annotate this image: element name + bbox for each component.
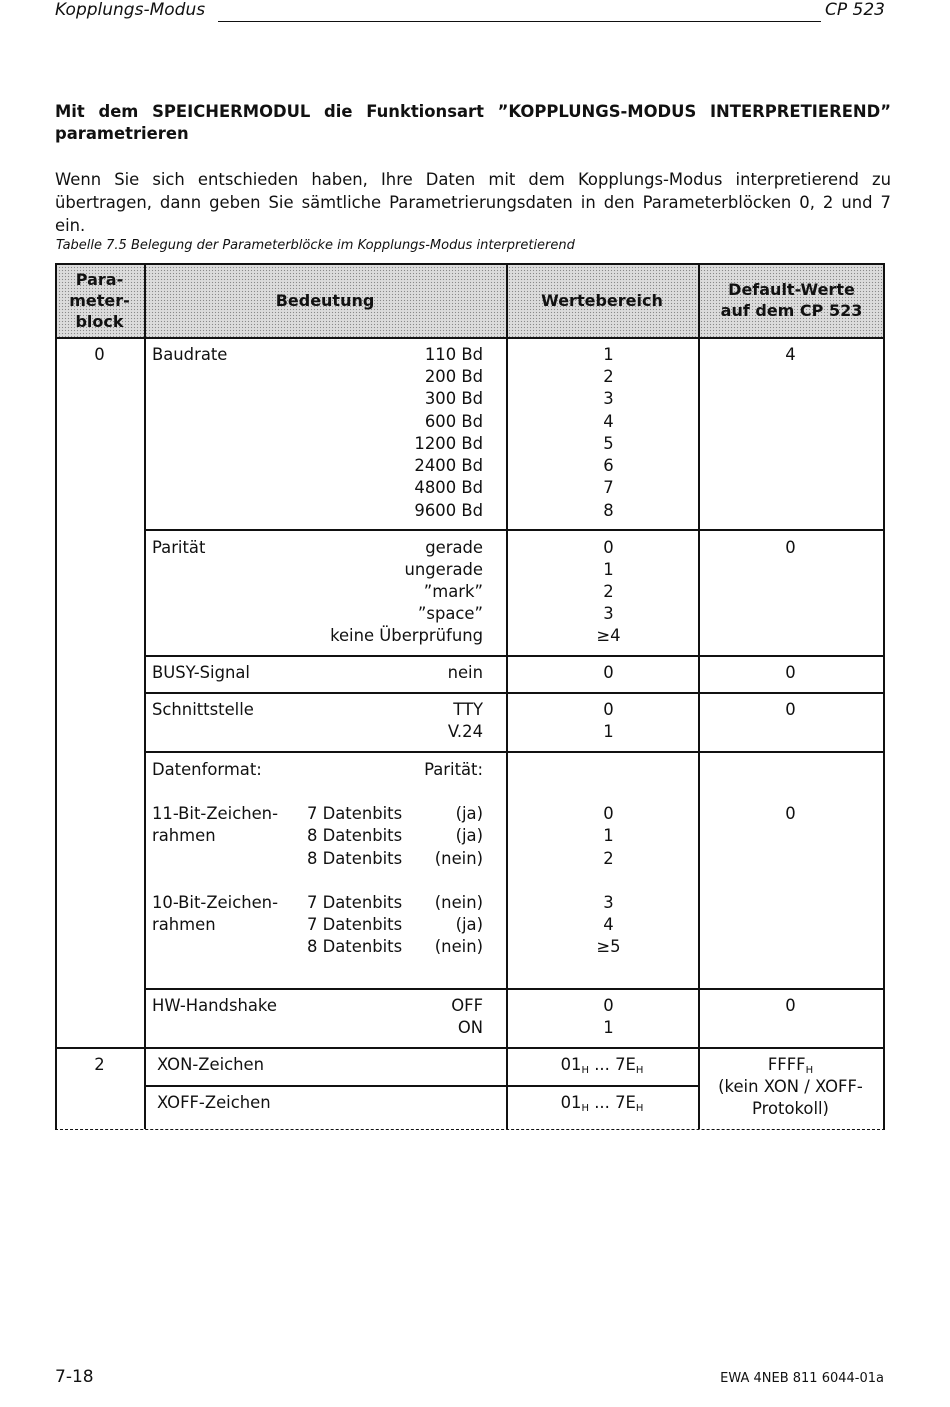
format11-bits: 8 Datenbits: [307, 826, 403, 845]
hw-handshake-label: HW-Handshake: [152, 996, 277, 1015]
schnittstelle-default: 0: [785, 700, 796, 719]
format10-label: rahmen: [152, 915, 216, 934]
baudrate-value: 5: [603, 434, 614, 453]
table-continuation-dashes: [55, 1129, 885, 1130]
format11-value: 0: [603, 804, 614, 823]
format11-paritaet: (ja): [455, 804, 483, 823]
header-default-line: Default-Werte: [728, 280, 855, 299]
baudrate-option: 4800 Bd: [414, 478, 483, 497]
baudrate-value: 3: [603, 389, 614, 408]
grid-line: [144, 263, 146, 1129]
xoff-range: [506, 1092, 698, 1120]
schnittstelle-label: Schnittstelle: [152, 700, 254, 719]
schnittstelle-option: TTY: [453, 700, 483, 719]
baudrate-value: 4: [603, 412, 614, 431]
header-parameterblock-line: Para-: [75, 269, 124, 289]
datenformat-label: Datenformat:: [152, 760, 262, 779]
format10-value: 3: [603, 893, 614, 912]
baudrate-value: 1: [603, 345, 614, 364]
paritaet-default: 0: [785, 538, 796, 557]
format11-paritaet: (ja): [455, 826, 483, 845]
format11-bits: 7 Datenbits: [307, 804, 403, 823]
paritaet-label: Parität: [152, 538, 206, 557]
page-header: [55, 0, 885, 24]
parameter-table: [55, 263, 885, 1133]
baudrate-value: 7: [603, 478, 614, 497]
busy-value: 0: [603, 663, 614, 682]
grid-line: [144, 692, 885, 694]
busy-default: 0: [785, 663, 796, 682]
header-parameterblock-line: meter-: [69, 290, 130, 310]
xoff-to-suffix: H: [635, 1103, 644, 1114]
baudrate-option: 1200 Bd: [414, 434, 483, 453]
xoff-sep: ...: [589, 1093, 616, 1112]
baudrate-option: 110 Bd: [424, 345, 483, 364]
xoff-label: XOFF-Zeichen: [157, 1093, 271, 1112]
table-caption: Tabelle 7.5 Belegung der Parameterblöcke im Kopplungs-Modus interpretierend: [56, 238, 575, 253]
format10-value: 4: [603, 915, 614, 934]
baudrate-default: 4: [785, 345, 796, 364]
format11-paritaet: (nein): [434, 849, 483, 868]
format10-bits: 7 Datenbits: [307, 915, 403, 934]
format10-label: 10-Bit-Zeichen-: [152, 893, 278, 912]
baudrate-value: 2: [603, 367, 614, 386]
intro-paragraph: Wenn Sie sich entschieden haben, Ihre Daten mit dem Kopplungs-Modus interpretierend zu übertragen, dann geben Sie sämtliche Parametrierungsdaten in den Parameterblöcken 0, 2 und 7 ein.: [55, 170, 891, 235]
schnittstelle-value: 1: [603, 722, 614, 741]
xoff-to: 7E: [615, 1093, 636, 1112]
baudrate-value: 6: [603, 456, 614, 475]
grid-line: [144, 529, 885, 531]
hw-handshake-default: 0: [785, 996, 796, 1015]
header-bedeutung: Bedeutung: [275, 290, 375, 310]
grid-line: [55, 1047, 885, 1049]
header-chapter: Kopplungs-Modus: [55, 0, 206, 20]
xon-label: XON-Zeichen: [157, 1055, 264, 1074]
grid-line: [55, 337, 885, 339]
paritaet-option: ”mark”: [423, 582, 483, 601]
grid-line: [55, 263, 57, 1129]
format11-value: 2: [603, 849, 614, 868]
block-id: 0: [94, 345, 105, 364]
paritaet-value: 3: [603, 604, 614, 623]
grid-line: [144, 751, 885, 753]
format11-value: 1: [603, 826, 614, 845]
hw-handshake-option: ON: [457, 1018, 483, 1037]
schnittstelle-option: V.24: [447, 722, 483, 741]
xoff-from: 01: [560, 1093, 582, 1112]
header-default: [698, 263, 885, 337]
schnittstelle-value: 0: [603, 700, 614, 719]
baudrate-label: Baudrate: [152, 345, 228, 364]
grid-line: [883, 263, 885, 1129]
header-rule: [218, 21, 821, 22]
baudrate-option: 600 Bd: [424, 412, 483, 431]
paritaet-option: keine Überprüfung: [330, 626, 483, 645]
block2-default-note: (kein XON / XOFF-: [718, 1077, 863, 1096]
document-id: EWA 4NEB 811 6044-01a: [720, 1371, 884, 1386]
format11-bits: 8 Datenbits: [307, 849, 403, 868]
hw-handshake-value: 0: [603, 996, 614, 1015]
header-default-line: auf dem CP 523: [720, 301, 863, 320]
format11-label: 11-Bit-Zeichen-: [152, 804, 278, 823]
grid-line: [144, 655, 885, 657]
datenformat-paritaet-label: Parität:: [424, 760, 483, 779]
block2-default-suffix: H: [805, 1065, 814, 1076]
grid-line: [144, 1085, 698, 1087]
xon-range: [506, 1054, 698, 1082]
paritaet-value: 2: [603, 582, 614, 601]
paritaet-option: gerade: [425, 538, 483, 557]
baudrate-option: 300 Bd: [424, 389, 483, 408]
hw-handshake-option: OFF: [451, 996, 483, 1015]
header-product: CP 523: [825, 0, 885, 20]
baudrate-value: 8: [603, 501, 614, 520]
format11-label: rahmen: [152, 826, 216, 845]
header-wertebereich: Wertebereich: [541, 290, 663, 310]
xon-to: 7E: [615, 1055, 636, 1074]
page-number: 7-18: [55, 1367, 94, 1387]
xon-to-suffix: H: [635, 1065, 644, 1076]
busy-option: nein: [447, 663, 483, 682]
paritaet-option: ”space”: [417, 604, 483, 623]
paritaet-option: ungerade: [404, 560, 483, 579]
section-title: Mit dem SPEICHERMODUL die Funktionsart ”KOPPLUNGS-MODUS INTERPRETIEREND” parametrieren: [55, 102, 891, 143]
header-parameterblock: [55, 263, 144, 337]
format10-paritaet: (nein): [434, 937, 483, 956]
xon-sep: ...: [589, 1055, 616, 1074]
grid-line: [55, 263, 885, 265]
format10-paritaet: (nein): [434, 893, 483, 912]
baudrate-option: 9600 Bd: [414, 501, 483, 520]
datenformat-default: 0: [785, 804, 796, 823]
format10-value: ≥5: [596, 937, 621, 956]
format10-bits: 7 Datenbits: [307, 893, 403, 912]
block2-default-note: Protokoll): [752, 1099, 829, 1118]
paritaet-value: 1: [603, 560, 614, 579]
baudrate-option: 200 Bd: [424, 367, 483, 386]
busy-label: BUSY-Signal: [152, 663, 250, 682]
format10-bits: 8 Datenbits: [307, 937, 403, 956]
format10-paritaet: (ja): [455, 915, 483, 934]
header-parameterblock-line: block: [75, 311, 124, 331]
xon-from-suffix: H: [581, 1065, 589, 1076]
hw-handshake-value: 1: [603, 1018, 614, 1037]
xoff-from-suffix: H: [581, 1103, 589, 1114]
block-id: 2: [94, 1055, 105, 1074]
paritaet-value: ≥4: [596, 626, 621, 645]
paritaet-value: 0: [603, 538, 614, 557]
grid-line: [144, 988, 885, 990]
block2-default-value: FFFF: [767, 1055, 806, 1074]
baudrate-option: 2400 Bd: [414, 456, 483, 475]
xon-from: 01: [560, 1055, 582, 1074]
